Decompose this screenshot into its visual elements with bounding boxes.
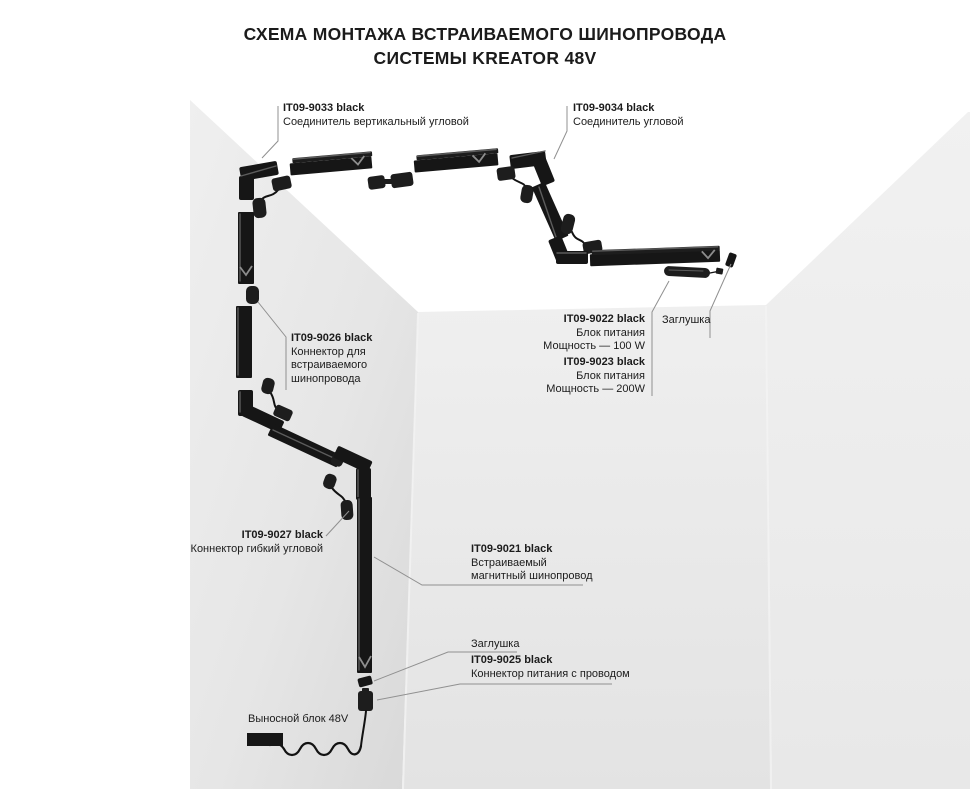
- part-code: IT09-9026 black: [291, 332, 373, 344]
- inline-connector-wall: [246, 286, 259, 304]
- track-segment-b: [413, 148, 499, 172]
- part-code: IT09-9034 black: [573, 102, 655, 114]
- part-desc: Мощность — 100 W: [543, 340, 645, 352]
- corner-elbow-right: [548, 235, 588, 264]
- title-line-2: СИСТЕМЫ KREATOR 48V: [373, 48, 597, 68]
- label-9034: [573, 102, 684, 129]
- part-desc: Соединитель вертикальный угловой: [283, 115, 469, 128]
- track-vertical-long: [357, 497, 372, 673]
- pointer-9034: [554, 106, 567, 159]
- wire-connector-upper-right: [496, 166, 534, 204]
- power-supply-unit: [664, 266, 724, 278]
- part-code: IT09-9022 black: [563, 313, 645, 325]
- part-desc: Блок питания: [576, 369, 645, 382]
- part-code: IT09-9021 black: [471, 543, 553, 555]
- label-9021: [471, 543, 593, 584]
- part-code: IT09-9027 black: [241, 529, 323, 541]
- wall-track-1: [238, 212, 254, 284]
- end-cap-top: [725, 252, 737, 268]
- remote-power-block: [247, 733, 283, 746]
- label-plug-top: Заглушка: [662, 314, 711, 326]
- part-code: IT09-9023 black: [563, 356, 645, 368]
- part-desc: Коннектор для: [291, 345, 366, 358]
- part-desc: встраиваемого: [291, 359, 368, 371]
- part-desc: Соединитель угловой: [573, 115, 684, 128]
- page-title: [0, 22, 970, 70]
- pointer-9033: [262, 106, 278, 158]
- label-power-block: Выносной блок 48V: [248, 713, 349, 725]
- ceiling-track-right: [590, 246, 720, 267]
- label-9027: [180, 529, 323, 556]
- part-desc: магнитный шинопровод: [471, 570, 593, 582]
- part-desc: Мощность — 200W: [546, 383, 645, 395]
- label-9022: [500, 313, 645, 354]
- label-9023: [500, 356, 645, 397]
- part-code: IT09-9033 black: [283, 102, 365, 114]
- label-9026: [291, 332, 372, 386]
- part-desc: шинопровода: [291, 372, 361, 385]
- inline-connector-pair: [367, 172, 414, 191]
- part-code: IT09-9025 black: [471, 654, 553, 666]
- wall-track-2: [236, 306, 252, 378]
- label-9025: [471, 654, 630, 681]
- label-9033: [283, 102, 469, 129]
- part-desc: Встраиваемый: [471, 556, 547, 569]
- title-line-1: СХЕМА МОНТАЖА ВСТРАИВАЕМОГО ШИНОПРОВОДА: [243, 24, 727, 44]
- right-wall: [766, 112, 970, 789]
- part-desc: Коннектор гибкий угловой: [190, 542, 323, 555]
- label-plug-bottom: Заглушка: [471, 638, 520, 650]
- part-desc: Блок питания: [576, 326, 645, 339]
- part-desc: Коннектор питания с проводом: [471, 667, 630, 680]
- track-segment-a: [289, 151, 373, 175]
